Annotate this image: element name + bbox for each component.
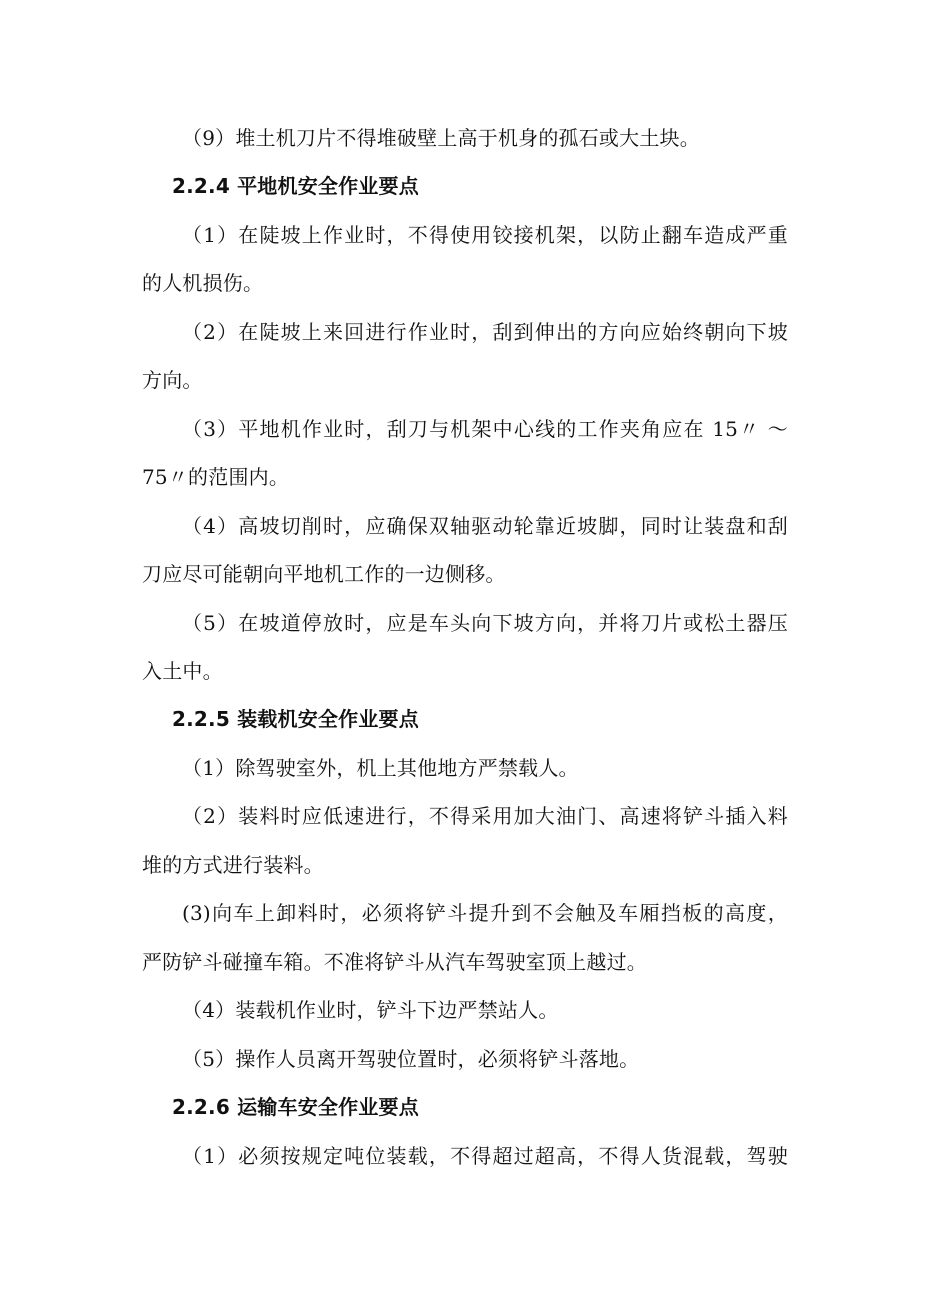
paragraph-line: （4）装载机作业时，铲斗下边严禁站人。 — [182, 998, 559, 1022]
paragraph-line: （3）平地机作业时，刮刀与机架中心线的工作夹角应在 15〃 ～ — [182, 417, 788, 441]
paragraph-line: （5）操作人员离开驾驶位置时，必须将铲斗落地。 — [182, 1047, 640, 1071]
paragraph-line: （1）除驾驶室外，机上其他地方严禁载人。 — [182, 756, 579, 780]
paragraph-line: 入土中。 — [142, 659, 223, 683]
section-heading: 2.2.4 平地机安全作业要点 — [172, 174, 419, 198]
paragraph-line: （4）高坡切削时，应确保双轴驱动轮靠近坡脚，同时让装盘和刮 — [182, 514, 788, 538]
paragraph-line: 堆的方式进行装料。 — [142, 853, 324, 877]
paragraph-line: 的人机损伤。 — [142, 271, 264, 295]
paragraph-line: (3)向车上卸料时，必须将铲斗提升到不会触及车厢挡板的高度， — [182, 901, 788, 925]
paragraph-line: 严防铲斗碰撞车箱。不准将铲斗从汽车驾驶室顶上越过。 — [142, 950, 647, 974]
section-heading: 2.2.6 运输车安全作业要点 — [172, 1095, 419, 1119]
paragraph-line: （5）在坡道停放时，应是车头向下坡方向，并将刀片或松土器压 — [182, 611, 788, 635]
paragraph-line: 方向。 — [142, 368, 203, 392]
paragraph-line: （1）在陡坡上作业时，不得使用铰接机架，以防止翻车造成严重 — [182, 223, 788, 247]
paragraph-line: （2）在陡坡上来回进行作业时，刮到伸出的方向应始终朝向下坡 — [182, 320, 788, 344]
paragraph-line: 刀应尽可能朝向平地机工作的一边侧移。 — [142, 562, 506, 586]
paragraph-line: （1）必须按规定吨位装载，不得超过超高，不得人货混载，驾驶 — [182, 1144, 788, 1168]
paragraph-line: 75〃的范围内。 — [142, 465, 290, 489]
section-heading: 2.2.5 装载机安全作业要点 — [172, 707, 419, 731]
paragraph-line: （2）装料时应低速进行，不得采用加大油门、高速将铲斗插入料 — [182, 804, 788, 828]
paragraph-line: （9）堆土机刀片不得堆破壁上高于机身的孤石或大土块。 — [182, 126, 700, 150]
